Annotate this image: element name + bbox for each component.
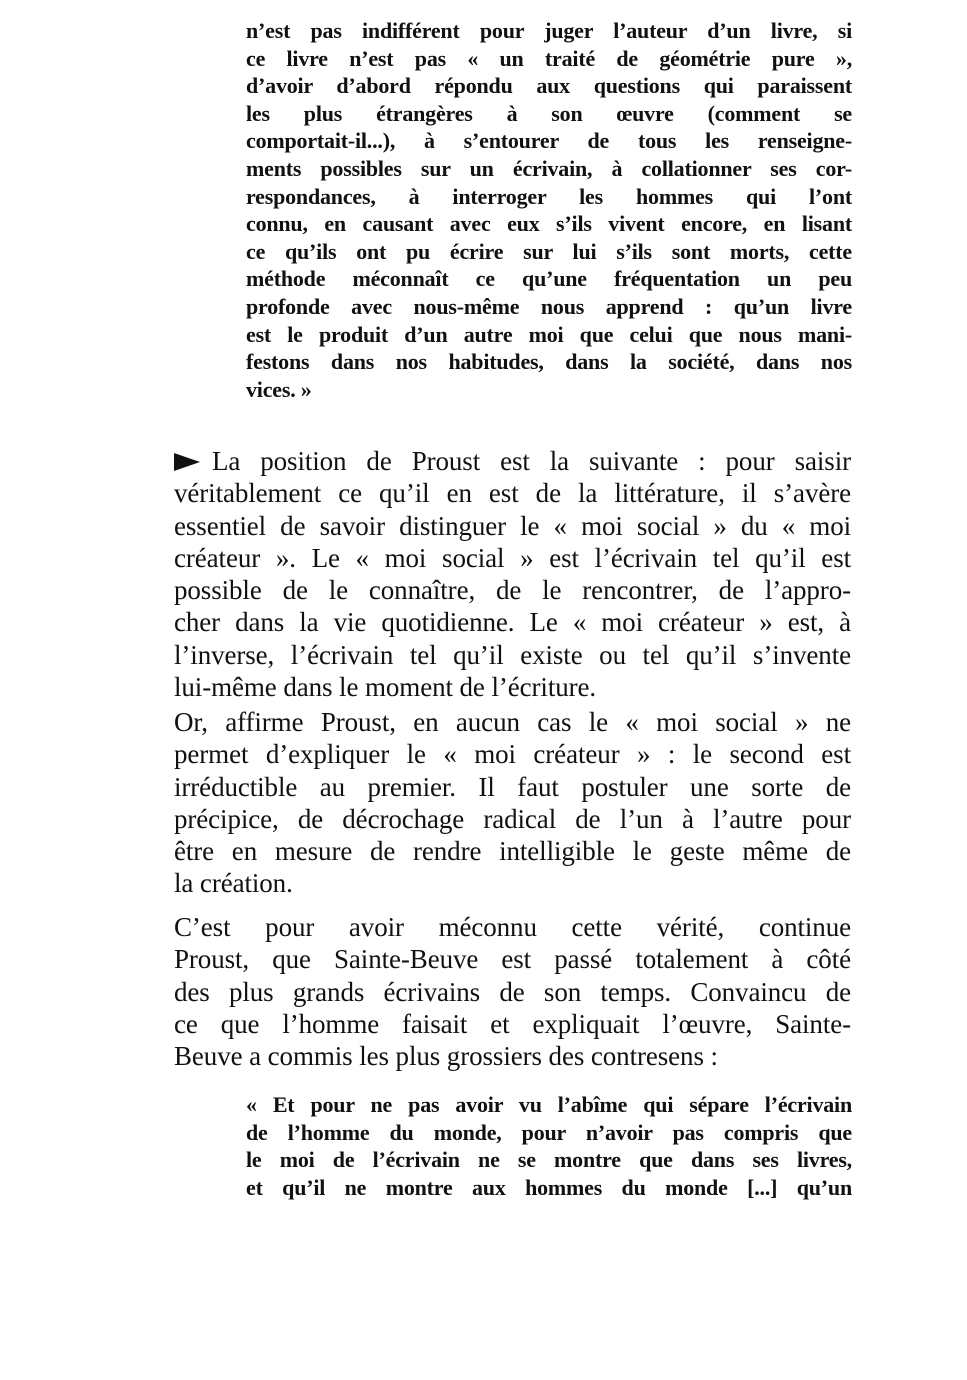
paragraph-line: des plus grands écrivains de son temps. Convaincu de xyxy=(174,976,851,1007)
right-triangle-icon xyxy=(174,453,200,471)
paragraph-line: cher dans la vie quotidienne. Le « moi créateur » est, à xyxy=(174,607,851,638)
paragraph-line: possible de le connaître, de le rencontrer, de l’appro- xyxy=(174,575,851,606)
quote-line: respondances, à interroger les hommes qui l’ont xyxy=(246,183,852,209)
paragraph-line: créateur ». Le « moi social » est l’écrivain tel qu’il est xyxy=(174,542,851,573)
quote-line: d’avoir d’abord répondu aux questions qui paraissent xyxy=(246,73,852,99)
quote-line: ce qu’ils ont pu écrire sur lui s’ils sont morts, cette xyxy=(246,238,852,264)
quote-line: les plus étrangères à son œuvre (comment se xyxy=(246,100,852,126)
paragraph-line: la création. xyxy=(174,868,293,899)
quote-line: méthode méconnaît ce qu’une fréquentation un peu xyxy=(246,266,852,292)
quote-line: et qu’il ne montre aux hommes du monde [...] qu’un xyxy=(246,1174,852,1200)
paragraph-line-text: La position de Proust est la suivante : pour saisir xyxy=(212,446,851,476)
paragraph-sainte-beuve xyxy=(174,911,851,1072)
quote-line: de l’homme du monde, pour n’avoir pas compris que xyxy=(246,1119,852,1145)
quote-line: festons dans nos habitudes, dans la société, dans nos xyxy=(246,349,852,375)
paragraph-line: véritablement ce qu’il en est de la littérature, il s’avère xyxy=(174,478,851,509)
quote-line: comportait-il...), à s’entourer de tous les renseigne- xyxy=(246,128,852,154)
paragraph-line: ce que l’homme faisait et expliquait l’œuvre, Sainte- xyxy=(174,1008,851,1039)
quote-line: vices. » xyxy=(246,376,312,402)
block-quote-top xyxy=(246,17,852,403)
paragraph-line: être en mesure de rendre intelligible le geste même de xyxy=(174,836,851,867)
quote-line: connu, en causant avec eux s’ils vivent encore, en lisant xyxy=(246,211,852,237)
quote-line: est le produit d’un autre moi que celui que nous mani- xyxy=(246,321,852,347)
paragraph-line: essentiel de savoir distinguer le « moi social » du « moi xyxy=(174,510,851,541)
paragraph-line: Beuve a commis les plus grossiers des contresens : xyxy=(174,1041,718,1072)
quote-line: profonde avec nous-même nous apprend : qu’un livre xyxy=(246,293,852,319)
paragraph-moi-social xyxy=(174,706,851,900)
quote-line: le moi de l’écrivain ne se montre que dans ses livres, xyxy=(246,1147,852,1173)
paragraph-line: précipice, de décrochage radical de l’un à l’autre pour xyxy=(174,803,851,834)
paragraph-line: irréductible au premier. Il faut postuler une sorte de xyxy=(174,771,851,802)
paragraph-line: Proust, que Sainte-Beuve est passé totalement à côté xyxy=(174,944,851,975)
quote-line: ce livre n’est pas « un traité de géométrie pure », xyxy=(246,45,852,71)
paragraph-line: l’inverse, l’écrivain tel qu’il existe ou tel qu’il s’invente xyxy=(174,639,851,670)
paragraph-line: C’est pour avoir méconnu cette vérité, continue xyxy=(174,912,851,942)
paragraph-line: Or, affirme Proust, en aucun cas le « moi social » ne xyxy=(174,707,851,737)
paragraph-line xyxy=(174,445,851,477)
paragraph-line: permet d’expliquer le « moi créateur » : le second est xyxy=(174,739,851,770)
paragraph-line: lui-même dans le moment de l’écriture. xyxy=(174,672,597,703)
quote-line: n’est pas indifférent pour juger l’auteur d’un livre, si xyxy=(246,18,852,43)
quote-line: ments possibles sur un écrivain, à collationner ses cor- xyxy=(246,155,852,181)
quote-line: « Et pour ne pas avoir vu l’abîme qui sépare l’écrivain xyxy=(246,1092,852,1117)
paragraph-proust-position xyxy=(174,445,851,703)
block-quote-bottom xyxy=(246,1091,852,1201)
